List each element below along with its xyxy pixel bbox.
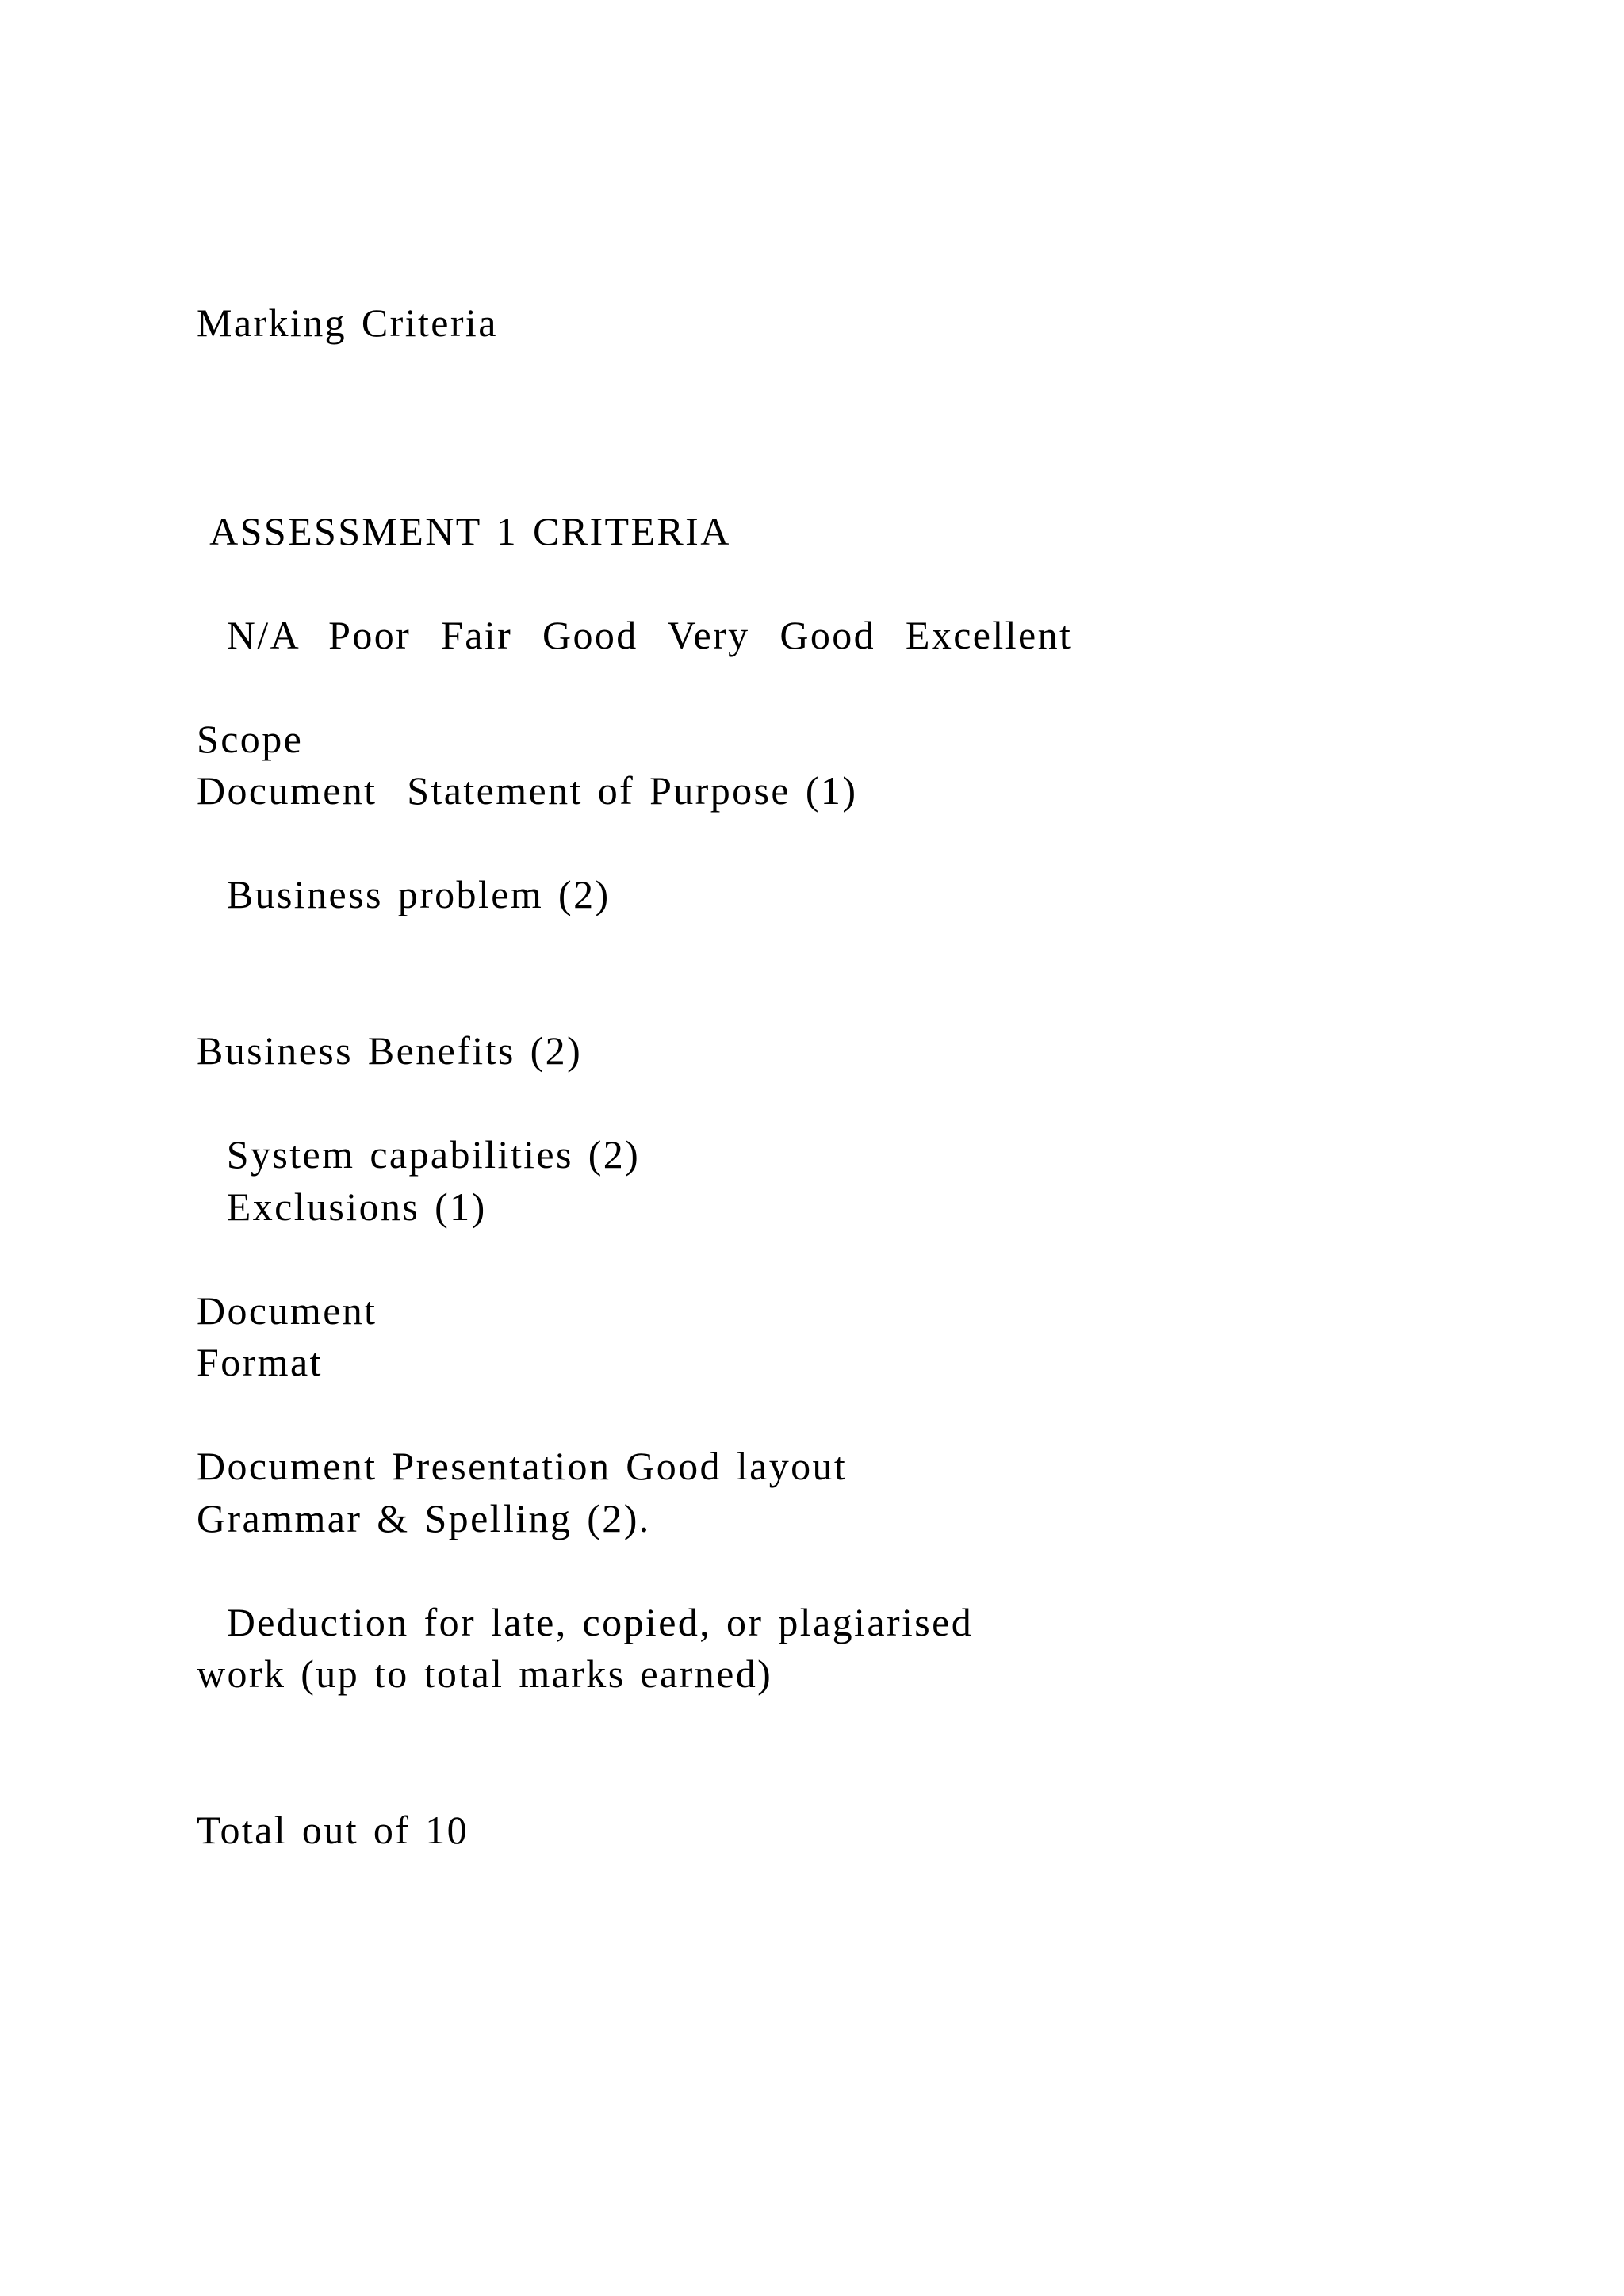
criterion-exclusions: Exclusions (1) <box>197 1184 487 1229</box>
assessment-heading: ASSESSMENT 1 CRITERIA <box>197 509 731 553</box>
document-title: Marking Criteria <box>197 300 498 345</box>
criterion-presentation-line1: Document Presentation Good layout <box>197 1444 848 1488</box>
rating-scale-header: N/A Poor Fair Good Very Good Excellent <box>197 613 1073 657</box>
total-marks: Total out of 10 <box>197 1808 469 1852</box>
criterion-business-problem: Business problem (2) <box>197 872 611 916</box>
criterion-system-capabilities: System capabilities (2) <box>197 1132 641 1177</box>
criterion-business-benefits: Business Benefits (2) <box>197 1028 583 1073</box>
deduction-note-line2: work (up to total marks earned) <box>197 1651 773 1696</box>
document-format-label-line1: Document <box>197 1288 377 1333</box>
deduction-note-line1: Deduction for late, copied, or plagiarised <box>197 1600 974 1644</box>
scope-label: Scope <box>197 717 304 761</box>
criterion-presentation-line2: Grammar & Spelling (2). <box>197 1496 651 1540</box>
criterion-statement-of-purpose: Document Statement of Purpose (1) <box>197 768 858 813</box>
document-format-label-line2: Format <box>197 1340 323 1384</box>
